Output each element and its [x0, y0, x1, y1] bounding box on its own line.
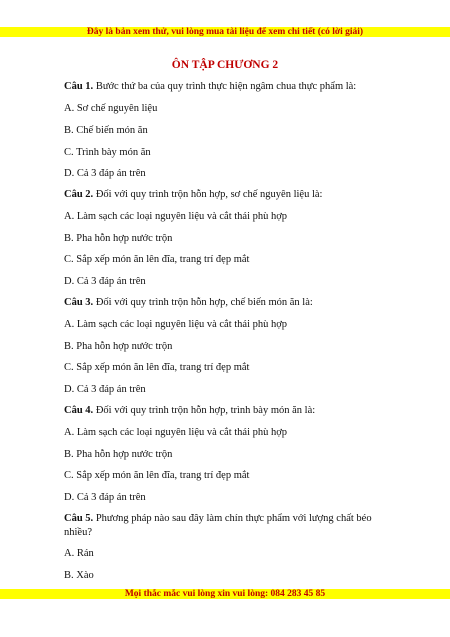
question-3-option-d: D. Cả 3 đáp án trên — [64, 384, 146, 395]
question-3-option-c: C. Sắp xếp món ăn lên đĩa, trang trí đẹp mắt — [64, 362, 250, 373]
chapter-title: ÔN TẬP CHƯƠNG 2 — [171, 59, 279, 71]
preview-notice-banner — [0, 27, 450, 37]
question-4-option-c: C. Sắp xếp món ăn lên đĩa, trang trí đẹp mắt — [64, 470, 250, 481]
question-5-text: Phương pháp nào sau đây làm chín thực phẩm với lượng chất béo nhiều? — [64, 513, 372, 538]
preview-notice-text: Đây là bản xem thử, vui lòng mua tài liệu để xem chi tiết (có lời giải) — [86, 27, 364, 37]
question-1-option-b: B. Chế biến món ăn — [64, 125, 148, 136]
question-5-option-a: A. Rán — [64, 548, 94, 559]
question-2-option-c: C. Sắp xếp món ăn lên đĩa, trang trí đẹp mắt — [64, 254, 250, 265]
question-2 — [64, 188, 394, 202]
question-1-option-c: C. Trình bày món ăn — [64, 147, 151, 158]
question-2-label: Câu 2. — [64, 189, 94, 200]
question-5-option-b: B. Xào — [64, 570, 94, 581]
question-2-option-b: B. Pha hỗn hợp nước trộn — [64, 233, 173, 244]
question-1 — [64, 80, 394, 94]
question-4-option-d: D. Cả 3 đáp án trên — [64, 492, 146, 503]
question-3-option-b: B. Pha hỗn hợp nước trộn — [64, 341, 173, 352]
question-4-option-a: A. Làm sạch các loại nguyên liệu và cắt thái phù hợp — [64, 427, 288, 438]
contact-notice-banner — [0, 589, 450, 599]
question-3 — [64, 296, 394, 310]
question-1-text: Bước thứ ba của quy trình thực hiện ngâm chua thực phẩm là: — [93, 81, 357, 92]
question-2-option-d: D. Cả 3 đáp án trên — [64, 276, 146, 287]
question-3-option-a: A. Làm sạch các loại nguyên liệu và cắt thái phù hợp — [64, 319, 288, 330]
question-4-text: Đối với quy trình trộn hỗn hợp, trình bày món ăn là: — [93, 405, 316, 416]
question-2-option-a: A. Làm sạch các loại nguyên liệu và cắt thái phù hợp — [64, 211, 288, 222]
question-4-label: Câu 4. — [64, 405, 94, 416]
question-3-label: Câu 3. — [64, 297, 94, 308]
question-1-option-d: D. Cả 3 đáp án trên — [64, 168, 146, 179]
question-5-label: Câu 5. — [64, 513, 94, 524]
question-4-option-b: B. Pha hỗn hợp nước trộn — [64, 449, 173, 460]
question-4 — [64, 404, 394, 418]
question-3-text: Đối với quy trình trộn hỗn hợp, chế biến món ăn là: — [93, 297, 313, 308]
question-2-text: Đối với quy trình trộn hỗn hợp, sơ chế nguyên liệu là: — [93, 189, 323, 200]
contact-notice-text: Mọi thắc mắc vui lòng xin vui lòng: 084 283 45 85 — [124, 589, 326, 599]
question-1-option-a: A. Sơ chế nguyên liệu — [64, 103, 158, 114]
question-5 — [64, 512, 394, 540]
question-1-label: Câu 1. — [64, 81, 94, 92]
